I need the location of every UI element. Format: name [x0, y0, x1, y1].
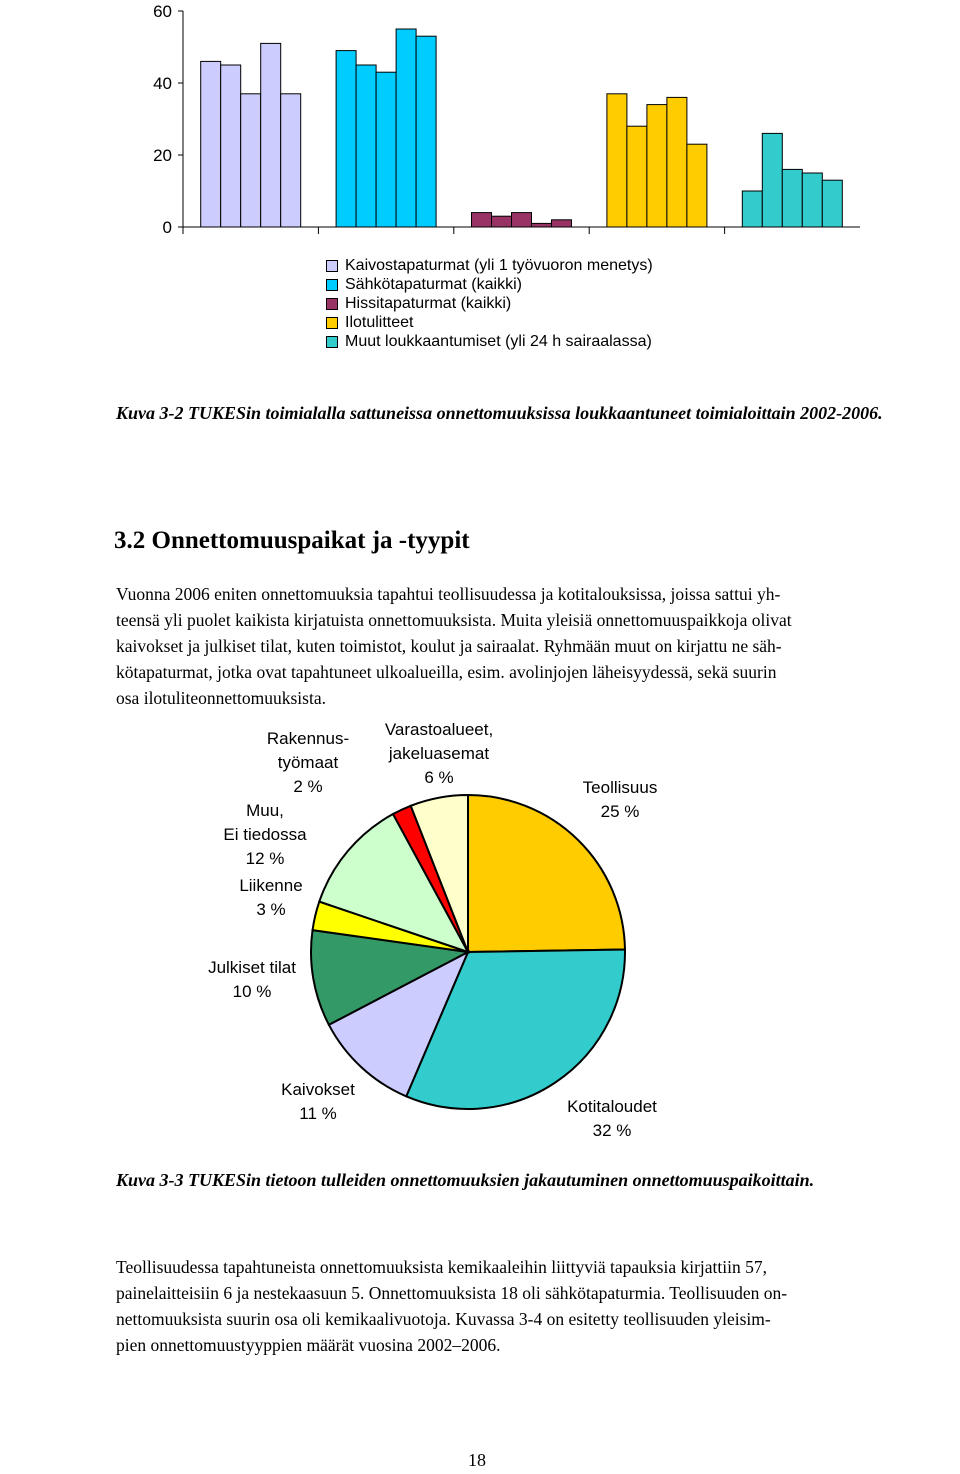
bar — [512, 213, 532, 227]
pie-label-line: 11 % — [299, 1104, 337, 1123]
pie-slice-label — [208, 958, 296, 1001]
paragraph-line: kaivokset ja julkiset tilat, kuten toimistot, koulut ja sairaalat. Ryhmään muut on kirjattu ne säh- — [116, 636, 782, 656]
bar — [396, 29, 416, 227]
bar — [416, 36, 436, 227]
body-paragraph — [116, 1254, 957, 1358]
pie-slice-label — [223, 801, 307, 868]
figure-caption: Kuva 3-2 TUKESin toimialalla sattuneissa onnettomuuksissa loukkaantuneet toimialoittain 2002-2006. — [116, 403, 883, 423]
legend-item — [326, 294, 653, 313]
bar — [607, 94, 627, 227]
pie-label-line: Teollisuus — [582, 778, 658, 797]
pie-slice-label — [281, 1080, 355, 1123]
paragraph-line: Vuonna 2006 eniten onnettomuuksia tapahtui teollisuudessa ja kotitalouksissa, joissa sattui yh- — [116, 584, 781, 604]
bar — [472, 213, 492, 227]
pie-label-line: Kotitaloudet — [567, 1097, 657, 1116]
bar — [552, 220, 572, 227]
pie-label-line: 2 % — [293, 777, 323, 796]
pie-label-line: Julkiset tilat — [208, 958, 296, 977]
pie-slice-label — [239, 876, 302, 919]
pie-label-line: Liikenne — [239, 876, 303, 895]
legend-item — [326, 313, 653, 332]
bar — [281, 94, 301, 227]
legend-swatch — [326, 317, 338, 329]
pie-label-line: 3 % — [256, 900, 286, 919]
legend-label: Kaivostapaturmat (yli 1 työvuoron menetys) — [345, 256, 653, 274]
legend-label: Ilotulitteet — [345, 313, 414, 331]
bar — [742, 191, 762, 227]
pie-label-line: 32 % — [592, 1121, 632, 1140]
bar — [201, 61, 221, 227]
bar-chart — [0, 0, 960, 245]
bar — [647, 105, 667, 227]
pie-label-line: 10 % — [232, 982, 272, 1001]
bar — [762, 133, 782, 227]
legend-item — [326, 275, 653, 294]
bar — [822, 180, 842, 227]
legend-swatch — [326, 336, 338, 348]
paragraph-line: pien onnettomuustyyppien määrät vuosina 2002–2006. — [116, 1335, 501, 1355]
bar — [782, 169, 802, 227]
pie-label-line: työmaat — [277, 753, 339, 772]
pie-label-line: Rakennus- — [266, 729, 350, 748]
section-heading: 3.2 Onnettomuuspaikat ja -tyypit — [114, 527, 470, 554]
pie-label-line: Muu, — [246, 801, 284, 820]
pie-label-line: Kaivokset — [281, 1080, 355, 1099]
bar — [336, 51, 356, 227]
legend-label: Muut loukkaantumiset (yli 24 h sairaalassa) — [345, 332, 652, 350]
pie-slice-label — [385, 720, 493, 787]
figure-caption: Kuva 3-3 TUKESin tietoon tulleiden onnettomuuksien jakautuminen onnettomuuspaikoittain. — [116, 1170, 815, 1190]
pie-slice-label — [583, 778, 658, 821]
paragraph-line: Teollisuudessa tapahtuneista onnettomuuksista kemikaaleihin liittyviä tapauksia kirjattiin 57, — [116, 1257, 768, 1277]
bar — [241, 94, 261, 227]
y-tick-label: 40 — [153, 74, 172, 93]
legend-label: Hissitapaturmat (kaikki) — [345, 294, 512, 312]
paragraph-line: osa ilotuliteonnettomuuksista. — [116, 688, 326, 708]
pie-label-line: Varastoalueet, — [384, 720, 494, 739]
bar — [221, 65, 241, 227]
bar — [687, 144, 707, 227]
legend-swatch — [326, 279, 338, 291]
legend-item — [326, 332, 653, 351]
pie-slice-label — [267, 729, 349, 796]
page-number: 18 — [468, 1450, 486, 1470]
paragraph-line: teensä yli puolet kaikista kirjatuista onnettomuuksista. Muita yleisiä onnettomuuspaikkoja olivat — [116, 610, 792, 630]
bar — [667, 97, 687, 227]
pie-label-line: Ei tiedossa — [223, 825, 307, 844]
paragraph-line: painelaitteisiin 6 ja nestekaasuun 5. Onnettomuuksista 18 oli sähkötapaturmia. Teollisuuden on- — [116, 1283, 788, 1303]
pie-slice-label — [567, 1097, 657, 1140]
bar — [356, 65, 376, 227]
pie-label-line: 12 % — [245, 849, 285, 868]
bar — [802, 173, 822, 227]
paragraph-line: kötapaturmat, jotka ovat tapahtuneet ulkoalueilla, esim. avolinjojen läheisyydessä, sekä suurin — [116, 662, 777, 682]
legend-swatch — [326, 298, 338, 310]
pie-chart — [0, 700, 960, 1150]
pie-label-line: 25 % — [600, 802, 640, 821]
bar — [376, 72, 396, 227]
y-tick-label: 0 — [162, 218, 172, 237]
paragraph-line: nettomuuksista suurin osa oli kemikaalivuotoja. Kuvassa 3-4 on esitetty teollisuuden yleisim- — [116, 1309, 771, 1329]
legend-item — [326, 256, 653, 275]
pie-label-line: jakeluasemat — [388, 744, 490, 763]
legend-swatch — [326, 260, 338, 272]
pie-label-line: 6 % — [424, 768, 454, 787]
body-paragraph — [116, 581, 957, 711]
legend-label: Sähkötapaturmat (kaikki) — [345, 275, 522, 293]
bar — [627, 126, 647, 227]
y-tick-label: 20 — [153, 146, 172, 165]
bar — [261, 43, 281, 227]
bar — [532, 223, 552, 227]
y-tick-label: 60 — [153, 2, 172, 21]
bar — [492, 216, 512, 227]
bar-chart-legend — [326, 256, 653, 351]
